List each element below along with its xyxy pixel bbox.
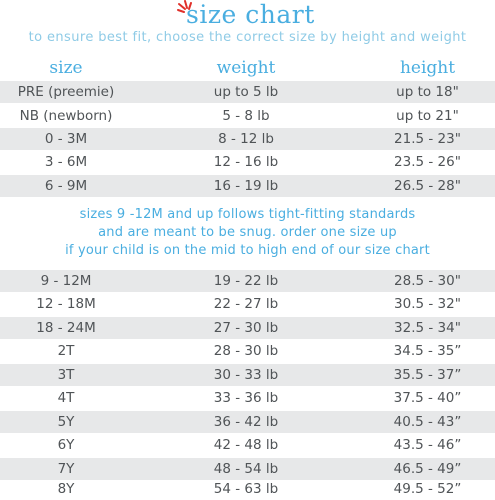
height-cell: 21.5 - 23" xyxy=(394,131,461,147)
weight-cell: 30 - 33 lb xyxy=(213,367,279,383)
weight-cell: 27 - 30 lb xyxy=(213,320,279,336)
height-cell: 30.5 - 32" xyxy=(394,296,461,312)
table-row xyxy=(0,364,495,386)
height-cell: 43.5 - 46” xyxy=(393,437,462,453)
fit-note-line: and are meant to be snug. order one size up xyxy=(98,225,397,240)
height-cell: 23.5 - 26" xyxy=(394,154,461,170)
size-cell: 18 - 24M xyxy=(36,320,96,336)
weight-cell: 12 - 16 lb xyxy=(213,154,279,170)
size-cell: 7Y xyxy=(57,461,75,477)
header-height: height xyxy=(399,58,456,78)
table-row xyxy=(0,81,495,103)
table-row xyxy=(0,411,495,433)
size-cell: 2T xyxy=(57,343,75,359)
weight-cell: 16 - 19 lb xyxy=(213,178,279,194)
table-row xyxy=(0,434,495,456)
height-cell: 46.5 - 49” xyxy=(393,461,462,477)
size-cell: PRE (preemie) xyxy=(17,84,115,100)
table-row xyxy=(0,478,495,500)
header-weight: weight xyxy=(216,58,276,78)
size-cell: 0 - 3M xyxy=(44,131,88,147)
size-cell: 12 - 18M xyxy=(36,296,96,312)
table-row xyxy=(0,105,495,127)
weight-cell: 8 - 12 lb xyxy=(218,131,274,147)
weight-cell: 36 - 42 lb xyxy=(213,414,279,430)
table-row xyxy=(0,387,495,409)
height-cell: 37.5 - 40” xyxy=(393,390,462,406)
height-cell: 32.5 - 34" xyxy=(394,320,461,336)
size-cell: 6Y xyxy=(57,437,75,453)
weight-cell: 33 - 36 lb xyxy=(213,390,279,406)
table-row xyxy=(0,270,495,292)
height-cell: 28.5 - 30" xyxy=(394,273,461,289)
table-row xyxy=(0,340,495,362)
height-cell: 34.5 - 35” xyxy=(393,343,462,359)
size-cell: 9 - 12M xyxy=(40,273,92,289)
table-row xyxy=(0,175,495,197)
height-cell: 40.5 - 43” xyxy=(393,414,462,430)
weight-cell: 42 - 48 lb xyxy=(213,437,279,453)
weight-cell: 54 - 63 lb xyxy=(213,481,279,497)
table-row xyxy=(0,151,495,173)
size-cell: 4T xyxy=(57,390,75,406)
table-header xyxy=(0,56,495,80)
size-cell: NB (newborn) xyxy=(19,108,113,124)
fit-note-line: if your child is on the mid to high end of our size chart xyxy=(65,243,430,258)
height-cell: 49.5 - 52” xyxy=(393,481,462,497)
size-cell: 3T xyxy=(57,367,75,383)
size-cell: 3 - 6M xyxy=(44,154,88,170)
height-cell: 35.5 - 37” xyxy=(393,367,462,383)
weight-cell: 28 - 30 lb xyxy=(213,343,279,359)
page-title: size chart xyxy=(186,0,315,29)
height-cell: up to 18" xyxy=(396,84,459,100)
table-row xyxy=(0,128,495,150)
size-cell: 8Y xyxy=(57,481,75,497)
header-size: size xyxy=(49,58,83,78)
height-cell: up to 21" xyxy=(396,108,459,124)
subtitle: to ensure best fit, choose the correct size by height and weight xyxy=(28,30,467,45)
table-row xyxy=(0,458,495,480)
table-row xyxy=(0,317,495,339)
weight-cell: 22 - 27 lb xyxy=(213,296,279,312)
weight-cell: 48 - 54 lb xyxy=(213,461,279,477)
title-block xyxy=(0,0,495,30)
size-cell: 6 - 9M xyxy=(44,178,88,194)
height-cell: 26.5 - 28" xyxy=(394,178,461,194)
weight-cell: up to 5 lb xyxy=(213,84,279,100)
fit-note xyxy=(0,206,495,260)
weight-cell: 5 - 8 lb xyxy=(222,108,270,124)
fit-note-line: sizes 9 -12M and up follows tight-fitting standards xyxy=(79,207,416,222)
table-row xyxy=(0,293,495,315)
size-cell: 5Y xyxy=(57,414,75,430)
weight-cell: 19 - 22 lb xyxy=(213,273,279,289)
